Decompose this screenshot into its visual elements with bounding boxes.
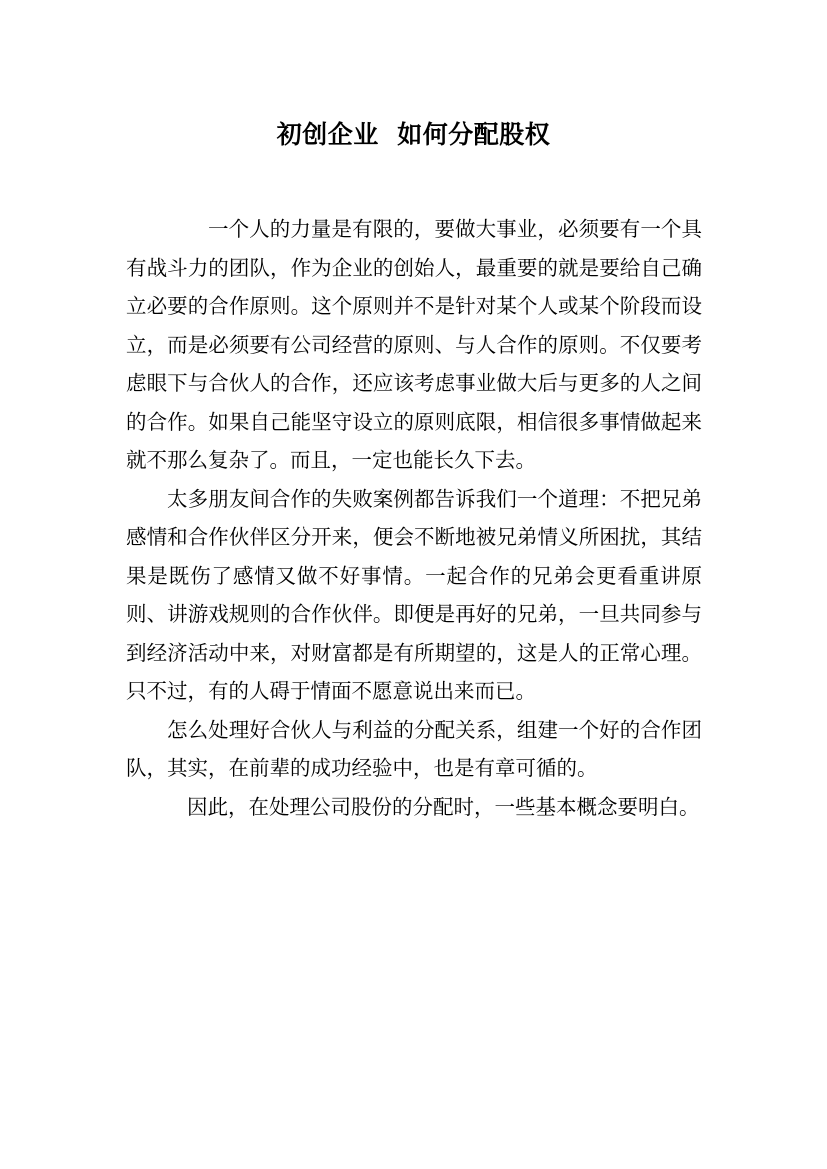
paragraph-4: 因此，在处理公司股份的分配时，一些基本概念要明白。: [187, 794, 700, 819]
document-body: [126, 210, 702, 826]
paragraph-2: 太多朋友间合作的失败案例都告诉我们一个道理：不把兄弟感情和合作伙伴区分开来，便会不断地被兄弟情义所困扰，其结果是既伤了感情又做不好事情。一起合作的兄弟会更看重讲原则、讲游戏规则的合作伙伴。即便是再好的兄弟，一旦共同参与到经济活动中来，对财富都是有所期望的，这是人的正常心理。只不过，有的人碍于情面不愿意说出来而已。: [126, 486, 702, 703]
document-title: 初创企业 如何分配股权: [276, 120, 551, 149]
paragraph-3: 怎么处理好合伙人与利益的分配关系，组建一个好的合作团队，其实，在前辈的成功经验中，也是有章可循的。: [126, 717, 702, 780]
paragraph-1: 一个人的力量是有限的，要做大事业，必须要有一个具有战斗力的团队，作为企业的创始人，最重要的就是要给自己确立必要的合作原则。这个原则并不是针对某个人或某个阶段而设立，而是必须要有公司经营的原则、与人合作的原则。不仅要考虑眼下与合伙人的合作，还应该考虑事业做大后与更多的人之间的合作。如果自己能坚守设立的原则底限，相信很多事情做起来就不那么复杂了。而且，一定也能长久下去。: [126, 217, 702, 472]
